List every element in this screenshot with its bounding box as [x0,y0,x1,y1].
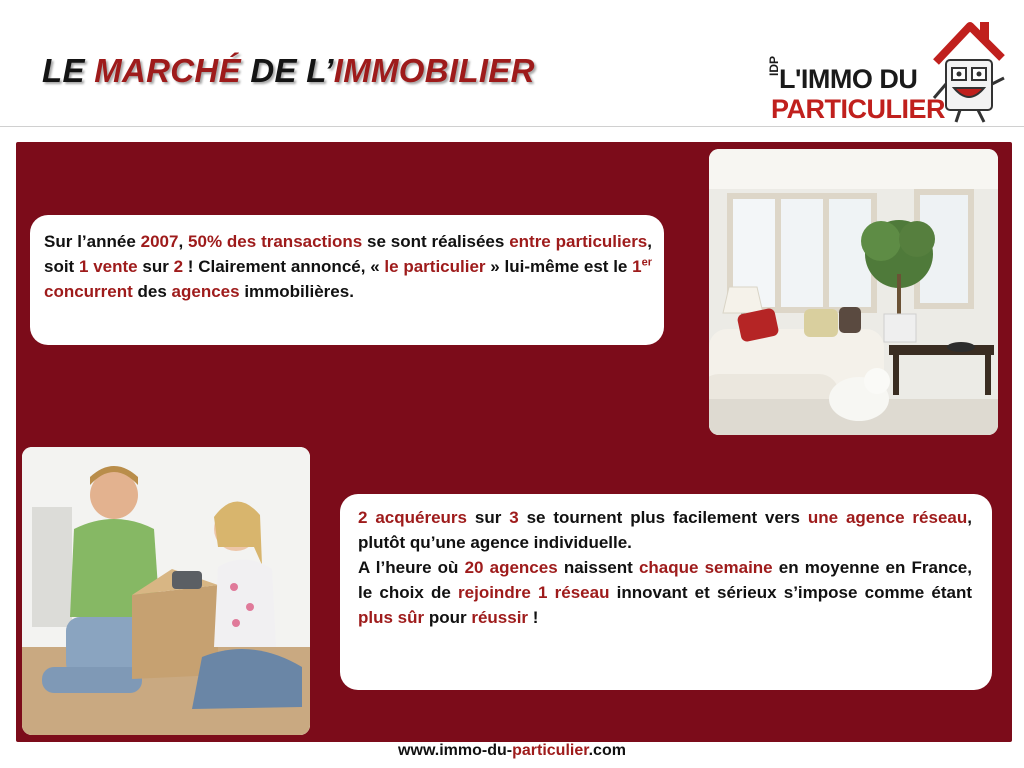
text-segment: ! Clairement annoncé, « [183,257,385,276]
text-highlight: 3 [509,508,519,527]
text-segment: se tournent plus facilement vers [518,508,808,527]
couple-moving-boxes-photo [22,447,310,735]
info-bubble-statistics [30,215,664,345]
website-footer[interactable] [0,742,1024,760]
text-segment: immobilières. [239,282,354,301]
text-segment: ! [528,608,539,627]
text-segment: Sur l’année [44,232,141,251]
text-highlight: chaque semaine [638,558,773,577]
title-part-highlight: MARCHÉ [94,52,241,89]
text-highlight: une agence réseau [807,508,968,527]
logo-line1: L'IMMO DU [779,64,918,94]
text-highlight: entre particuliers [509,232,648,251]
text-segment: se sont réalisées [362,232,510,251]
living-room-photo [709,149,998,435]
text-highlight: 2 [173,257,184,276]
text-highlight: 1 [632,257,642,276]
text-highlight: 2 acquéreurs [358,508,467,527]
superscript: er [641,256,652,269]
text-segment: , [178,232,189,251]
text-highlight: plus sûr [358,608,425,627]
footer-url-highlight: particulier [512,742,589,759]
text-segment: , plutôt qu’une agence individuelle. [358,508,972,552]
logo-prefix: IDP [767,55,781,76]
text-highlight: concurrent [44,282,133,301]
paragraph [358,555,972,630]
text-highlight: 20 agences [464,558,558,577]
text-highlight: rejoindre 1 réseau [458,583,610,602]
text-segment: en moyenne en France, le choix de [358,558,972,602]
logo-line2: PARTICULIER [771,94,945,124]
title-part: DE L’ [240,52,334,89]
house-mascot-icon [930,18,1008,126]
page-title [42,52,535,90]
info-bubble-network [340,494,992,690]
text-segment: innovant et sérieux s’impose comme étant [609,583,972,602]
text-segment: sur [467,508,510,527]
brand-logo [755,18,1010,126]
footer-url-prefix: www.immo-du- [398,742,513,759]
title-part: LE [42,52,95,89]
text-segment: sur [137,257,174,276]
header-divider [0,126,1024,127]
text-highlight: 50% des transactions [188,232,363,251]
text-highlight: agences [171,282,240,301]
paragraph [358,505,972,555]
text-segment: naissent [557,558,639,577]
text-highlight: 2007 [140,232,179,251]
text-highlight: le particulier [384,257,486,276]
text-segment: pour [424,608,472,627]
text-segment: des [132,282,172,301]
text-segment: , soit [44,232,652,276]
text-segment: A l’heure où [358,558,465,577]
text-segment: » lui-même est le [485,257,633,276]
title-part-highlight: IMMOBILIER [333,52,535,89]
text-highlight: 1 vente [78,257,138,276]
text-highlight: réussir [471,608,529,627]
footer-url-suffix: .com [588,742,626,759]
